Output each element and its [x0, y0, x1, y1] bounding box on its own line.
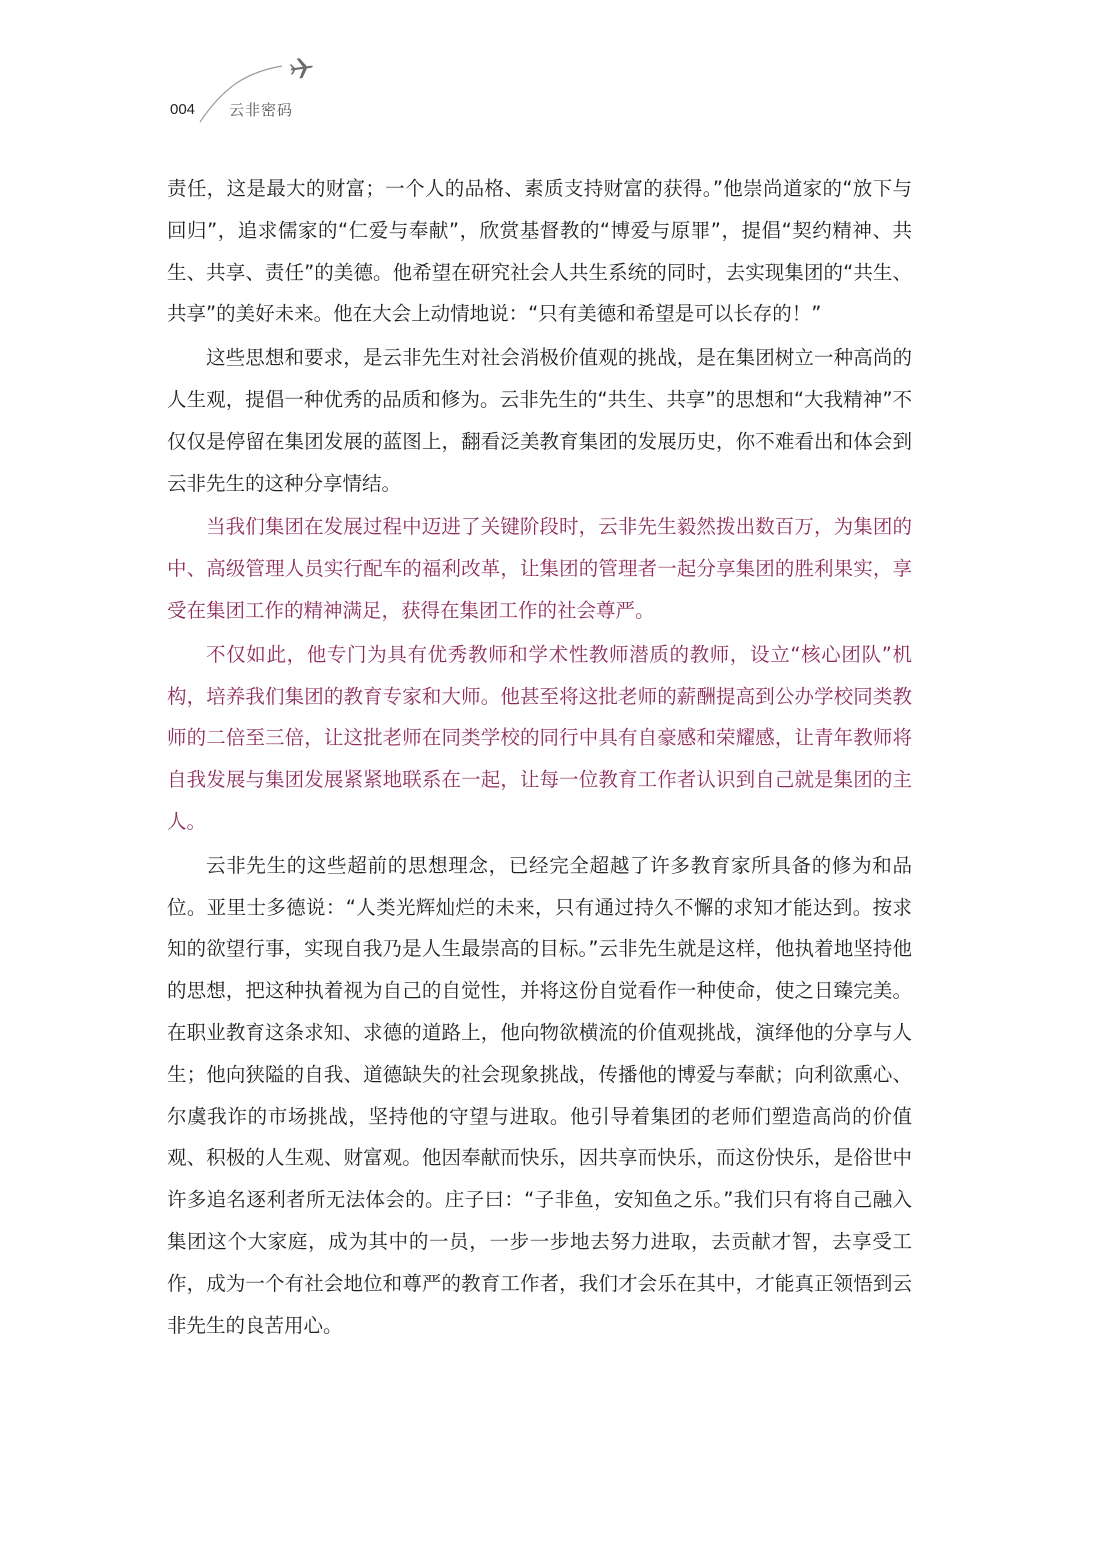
paragraph-3-highlighted: 当我们集团在发展过程中迈进了关键阶段时，云非先生毅然拨出数百万，为集团的中、高级管理人员实行配车的福利改革，让集团的管理者一起分享集团的胜利果实，享受在集团工作的精神满足，获得在集团工作的社会尊严。 [167, 515, 912, 622]
body-text [167, 168, 912, 1348]
running-title: 云非密码 [229, 101, 294, 119]
paragraph-4-highlighted: 不仅如此，他专门为具有优秀教师和学术性教师潜质的教师，设立“核心团队”机构，培养我们集团的教育专家和大师。他甚至将这批老师的薪酬提高到公办学校同类教师的二倍至三倍，让这批老师在同类学校的同行中具有自豪感和荣耀感，让青年教师将自我发展与集团发展紧紧地联系在一起，让每一位教育工作者认识到自己就是集团的主人。 [167, 642, 912, 833]
paragraph-2: 这些思想和要求，是云非先生对社会消极价值观的挑战，是在集团树立一种高尚的人生观，提倡一种优秀的品质和修为。云非先生的“共生、共享”的思想和“大我精神”不仅仅是停留在集团发展的蓝图上，翻看泛美教育集团的发展历史，你不难看出和体会到云非先生的这种分享情结。 [167, 346, 912, 495]
airplane-icon [289, 57, 315, 80]
paragraph-1: 责任，这是最大的财富；一个人的品格、素质支持财富的获得。”他崇尚道家的“放下与回归”，追求儒家的“仁爱与奉献”，欣赏基督教的“博爱与原罪”，提倡“契约精神、共生、共享、责任”的美德。他希望在研究社会人共生系统的同时，去实现集团的“共生、共享”的美好未来。他在大会上动情地说：“只有美德和希望是可以长存的！” [167, 177, 912, 326]
paragraph-5: 云非先生的这些超前的思想理念，已经完全超越了许多教育家所具备的修为和品位。亚里士多德说：“人类光辉灿烂的未来，只有通过持久不懈的求知才能达到。按求知的欲望行事，实现自我乃是人生最崇高的目标。”云非先生就是这样，他执着地坚持他的思想，把这种执着视为自己的自觉性，并将这份自觉看作一种使命，使之日臻完美。在职业教育这条求知、求德的道路上，他向物欲横流的价值观挑战，演绎他的分享与人生；他向狭隘的自我、道德缺失的社会现象挑战，传播他的博爱与奉献；向利欲熏心、尔虞我诈的市场挑战，坚持他的守望与进取。他引导着集团的老师们塑造高尚的价值观、积极的人生观、财富观。他因奉献而快乐，因共享而快乐，而这份快乐，是俗世中许多追名逐利者所无法体会的。庄子曰：“子非鱼，安知鱼之乐。”我们只有将自己融入集团这个大家庭，成为其中的一员，一步一步地去努力进取，去贡献才智，去享受工作，成为一个有社会地位和尊严的教育工作者，我们才会乐在其中，才能真正领悟到云非先生的良苦用心。 [167, 853, 912, 1337]
page-header [0, 0, 1100, 140]
page-number: 004 [170, 101, 196, 118]
